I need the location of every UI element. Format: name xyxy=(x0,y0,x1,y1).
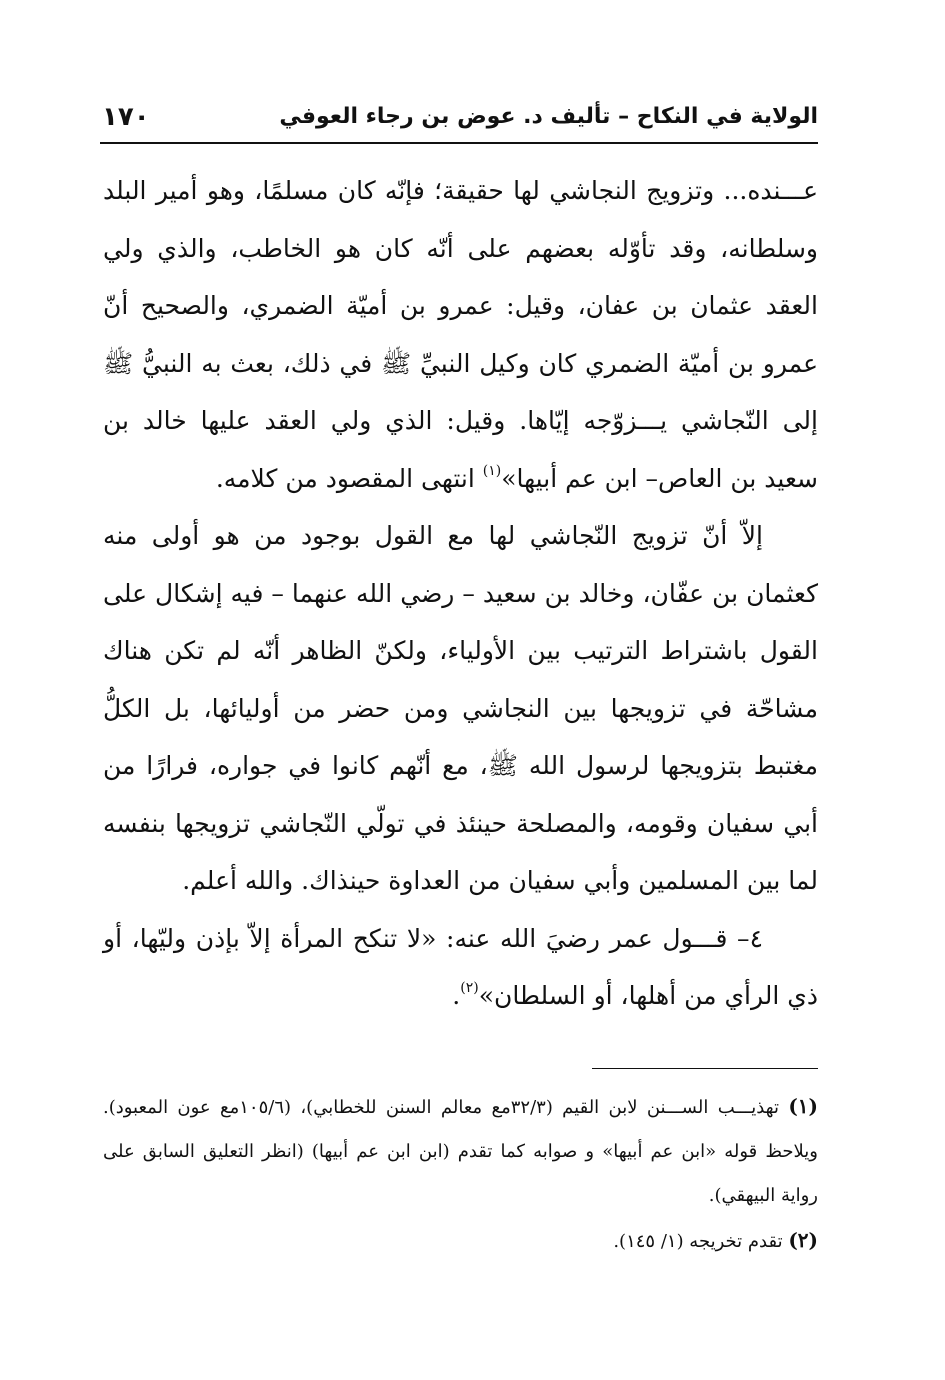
page-number: ١٧٠ xyxy=(102,102,150,132)
footnote-2 xyxy=(103,1218,818,1264)
paragraph-text: إلاّ أنّ تزويج النّجاشي لها مع القول بوجود من هو أولى منه كعثمان بن عفّان، وخالد بن سعيد – رضي الله عنهما – فيه إشكال على القول باشتراط الترتيب بين الأولياء، ولكنّ الظاهر أنّه لم تكن هناك مشاحّة في تزويجها بين النجاشي ومن حضر من أوليائها، بل الكلُّ مغتبط بتزويجها لرسول الله ﷺ، مع أنّهم كانوا في جواره، فرارًا من أبي سفيان وقومه، والمصلحة حينئذ في تولّي النّجاشي تزويجها بنفسه لما بين المسلمين وأبي سفيان من العداوة حينذاك. والله أعلم. xyxy=(103,521,819,895)
footnote-1 xyxy=(103,1084,818,1218)
paragraph-text: ٤– قـــول عمر رضيَ الله عنه: «لا تنكح المرأة إلاّ بإذن وليّها، أو ذي الرأي من أهلها، أو السلطان» xyxy=(103,923,818,1010)
paragraph-text-end: انتهى المقصود من كلامه. xyxy=(215,463,483,493)
footnote-text: تقدم تخريجه (١/ ١٤٥). xyxy=(613,1231,789,1252)
running-header xyxy=(100,100,818,144)
paragraph-text-end: . xyxy=(452,981,461,1010)
paragraph-text: عـــنده... وتزويج النجاشي لها حقيقة؛ فإنّه كان مسلمًا، وهو أمير البلد وسلطانه، وقد تأوّله بعضهم على أنّه كان هو الخاطب، والذي ولي العقد عثمان بن عفان، وقيل: عمرو بن أميّة الضمري، والصحيح أنّ عمرو بن أميّة الضمري كان وكيل النبيِّ ﷺ في ذلك، بعث به النبيُّ ﷺ إلى النّجاشي يـــزوّجه إيّاها. وقيل: الذي ولي العقد عليها خالد بن سعيد بن العاص– ابن عم أبيها» xyxy=(103,176,818,493)
footnote-ref-2: (٢) xyxy=(460,980,479,996)
running-title: الولاية في النكاح – تأليف د. عوض بن رجاء العوفي xyxy=(279,104,818,129)
footnote-text: تهذيـــب الســـنن لابن القيم (٣٢/٣مع معالم السنن للخطابي)، (١٠٥/٦مع عون المعبود). ويلاحظ قوله «ابن عم أبيها» و صوابه كما تقدم (ابن ابن عم أبيها) (انظر التعليق السابق على رواية البيهقي). xyxy=(103,1097,818,1206)
footnote-rule xyxy=(592,1068,818,1069)
main-text xyxy=(103,162,818,1025)
footnote-number: (١) xyxy=(788,1094,818,1118)
footnote-ref-1: (١) xyxy=(482,462,502,479)
paragraph xyxy=(103,507,818,910)
footnote-number: (٢) xyxy=(788,1228,818,1252)
paragraph xyxy=(103,910,818,1025)
paragraph xyxy=(103,162,818,507)
footnotes xyxy=(103,1084,818,1264)
header-rule xyxy=(100,142,818,144)
